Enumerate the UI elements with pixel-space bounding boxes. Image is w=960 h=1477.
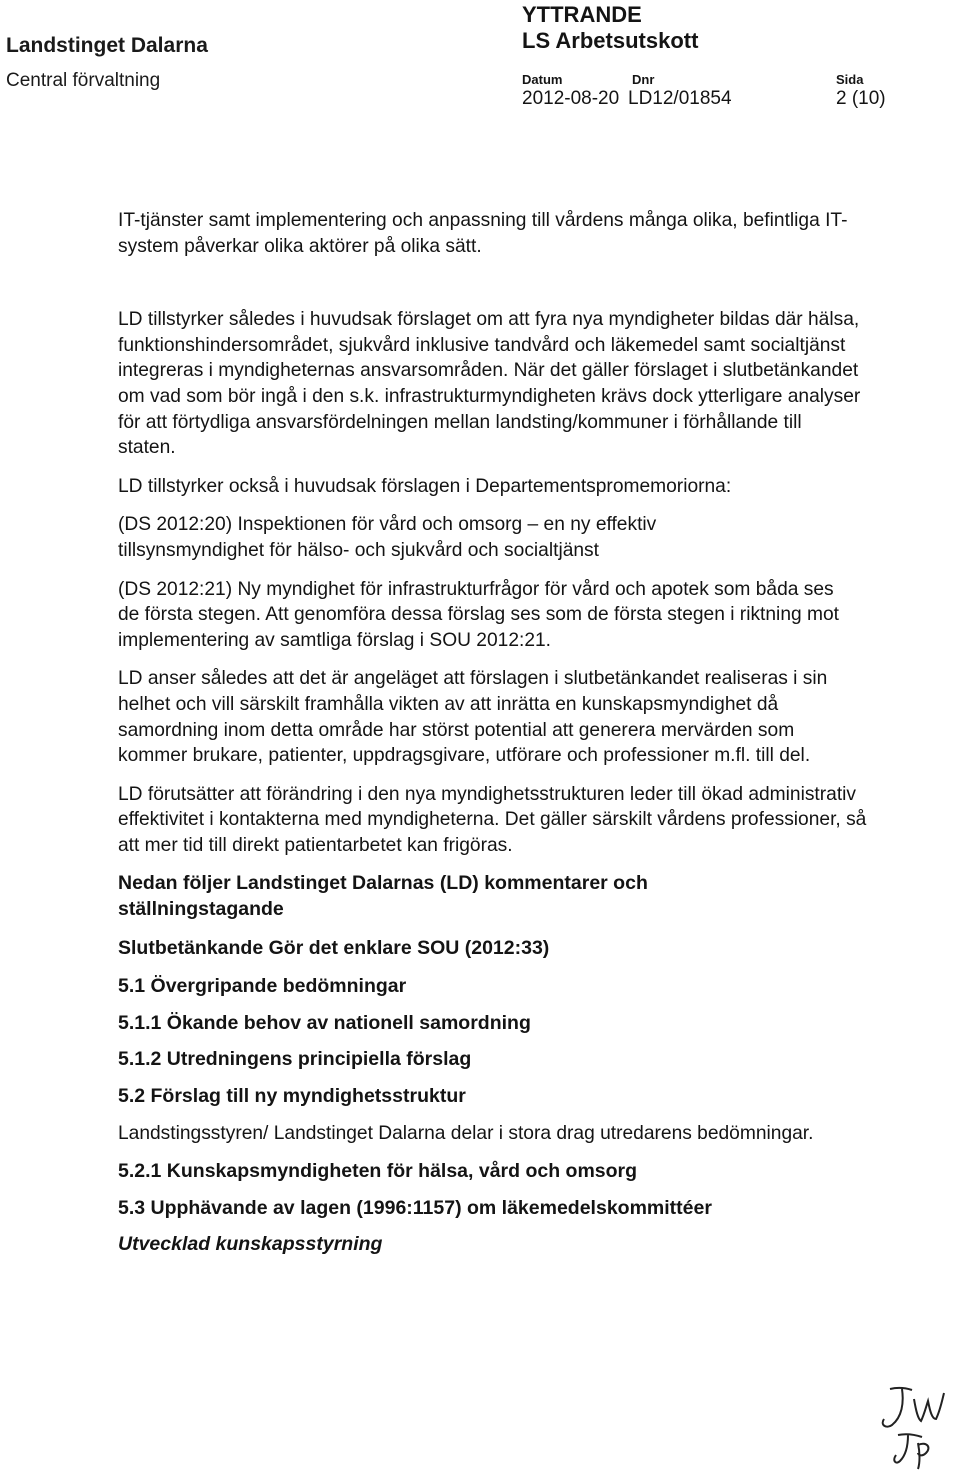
datum-label: Datum bbox=[522, 72, 563, 87]
section-heading: 5.2.1 Kunskapsmyndigheten för hälsa, vård och omsorg bbox=[118, 1160, 638, 1183]
section-heading: 5.3 Upphävande av lagen (1996:1157) om läkemedelskommittéer bbox=[118, 1196, 712, 1219]
paragraph: Landstingsstyren/ Landstinget Dalarna delar i stora drag utredarens bedömningar. bbox=[118, 1122, 814, 1144]
paragraph: IT-tjänster samt implementering och anpassning till vårdens många olika, befintliga IT-system påverkar olika aktörer på olika sätt. bbox=[118, 210, 848, 257]
datum-value: 2012-08-20 bbox=[522, 88, 620, 109]
subheading: Utvecklad kunskapsstyrning bbox=[118, 1233, 383, 1256]
section-heading: Nedan följer Landstinget Dalarnas (LD) kommentarer och ställningstagande bbox=[118, 872, 648, 921]
paragraph: LD anser således att det är angeläget att förslagen i slutbetänkandet realiseras i sin helhet och vill särskilt framhålla vikten av att inrätta en kunskapsmyndighet då samordning inom detta område har störst potential att generera mervärden som kommer brukare, patienter, uppdragsgivare, utförare och professioner m.fl. till del. bbox=[118, 668, 828, 767]
paragraph: LD förutsätter att förändring i den nya myndighetsstrukturen leder till ökad administrativ effektivitet i kontakterna med myndigheterna. Det gäller särskilt vårdens professioner, så att mer tid till direkt patientarbetet kan frigöras. bbox=[118, 783, 867, 856]
section-heading: 5.1.2 Utredningens principiella förslag bbox=[118, 1048, 472, 1071]
section-heading: 5.1 Övergripande bedömningar bbox=[118, 975, 407, 998]
document-type: YTTRANDE bbox=[522, 2, 642, 27]
sida-value: 2 (10) bbox=[836, 88, 886, 109]
paragraph: (DS 2012:21) Ny myndighet för infrastrukturfrågor för vård och apotek som båda ses de första stegen. Att genomföra dessa förslag ses som de första stegen i riktning mot implementering av samtliga förslag i SOU 2012:21. bbox=[118, 578, 839, 651]
document-body bbox=[118, 208, 948, 1258]
committee-name: LS Arbetsutskott bbox=[522, 28, 699, 53]
section-heading: 5.1.1 Ökande behov av nationell samordning bbox=[118, 1011, 531, 1034]
organization-name: Landstinget Dalarna bbox=[6, 34, 208, 57]
dnr-value: LD12/01854 bbox=[628, 88, 732, 109]
paragraph: (DS 2012:20) Inspektionen för vård och omsorg – en ny effektiv tillsynsmyndighet för hälso- och sjukvård och socialtjänst bbox=[118, 514, 657, 561]
dnr-label: Dnr bbox=[632, 72, 655, 87]
section-heading: 5.2 Förslag till ny myndighetsstruktur bbox=[118, 1085, 466, 1108]
paragraph: LD tillstyrker också i huvudsak förslagen i Departementspromemoriorna: bbox=[118, 475, 732, 497]
department-name: Central förvaltning bbox=[6, 70, 161, 91]
signature-initials bbox=[868, 1381, 948, 1471]
section-heading: Slutbetänkande Gör det enklare SOU (2012:33) bbox=[118, 936, 550, 959]
paragraph: LD tillstyrker således i huvudsak förslaget om att fyra nya myndigheter bildas där hälsa, funktionshindersområdet, sjukvård inklusive tandvård och läkemedel samt socialtjänst integreras i myndigheternas ansvarsområden. När det gäller förslaget i slutbetänkandet om vad som bör ingå i den s.k. infrastrukturmyndigheten krävs dock ytterligare analyser för att förtydliga ansvarsfördelningen mellan landsting/kommuner i förhållande till staten. bbox=[118, 309, 861, 459]
sida-label: Sida bbox=[836, 72, 864, 87]
